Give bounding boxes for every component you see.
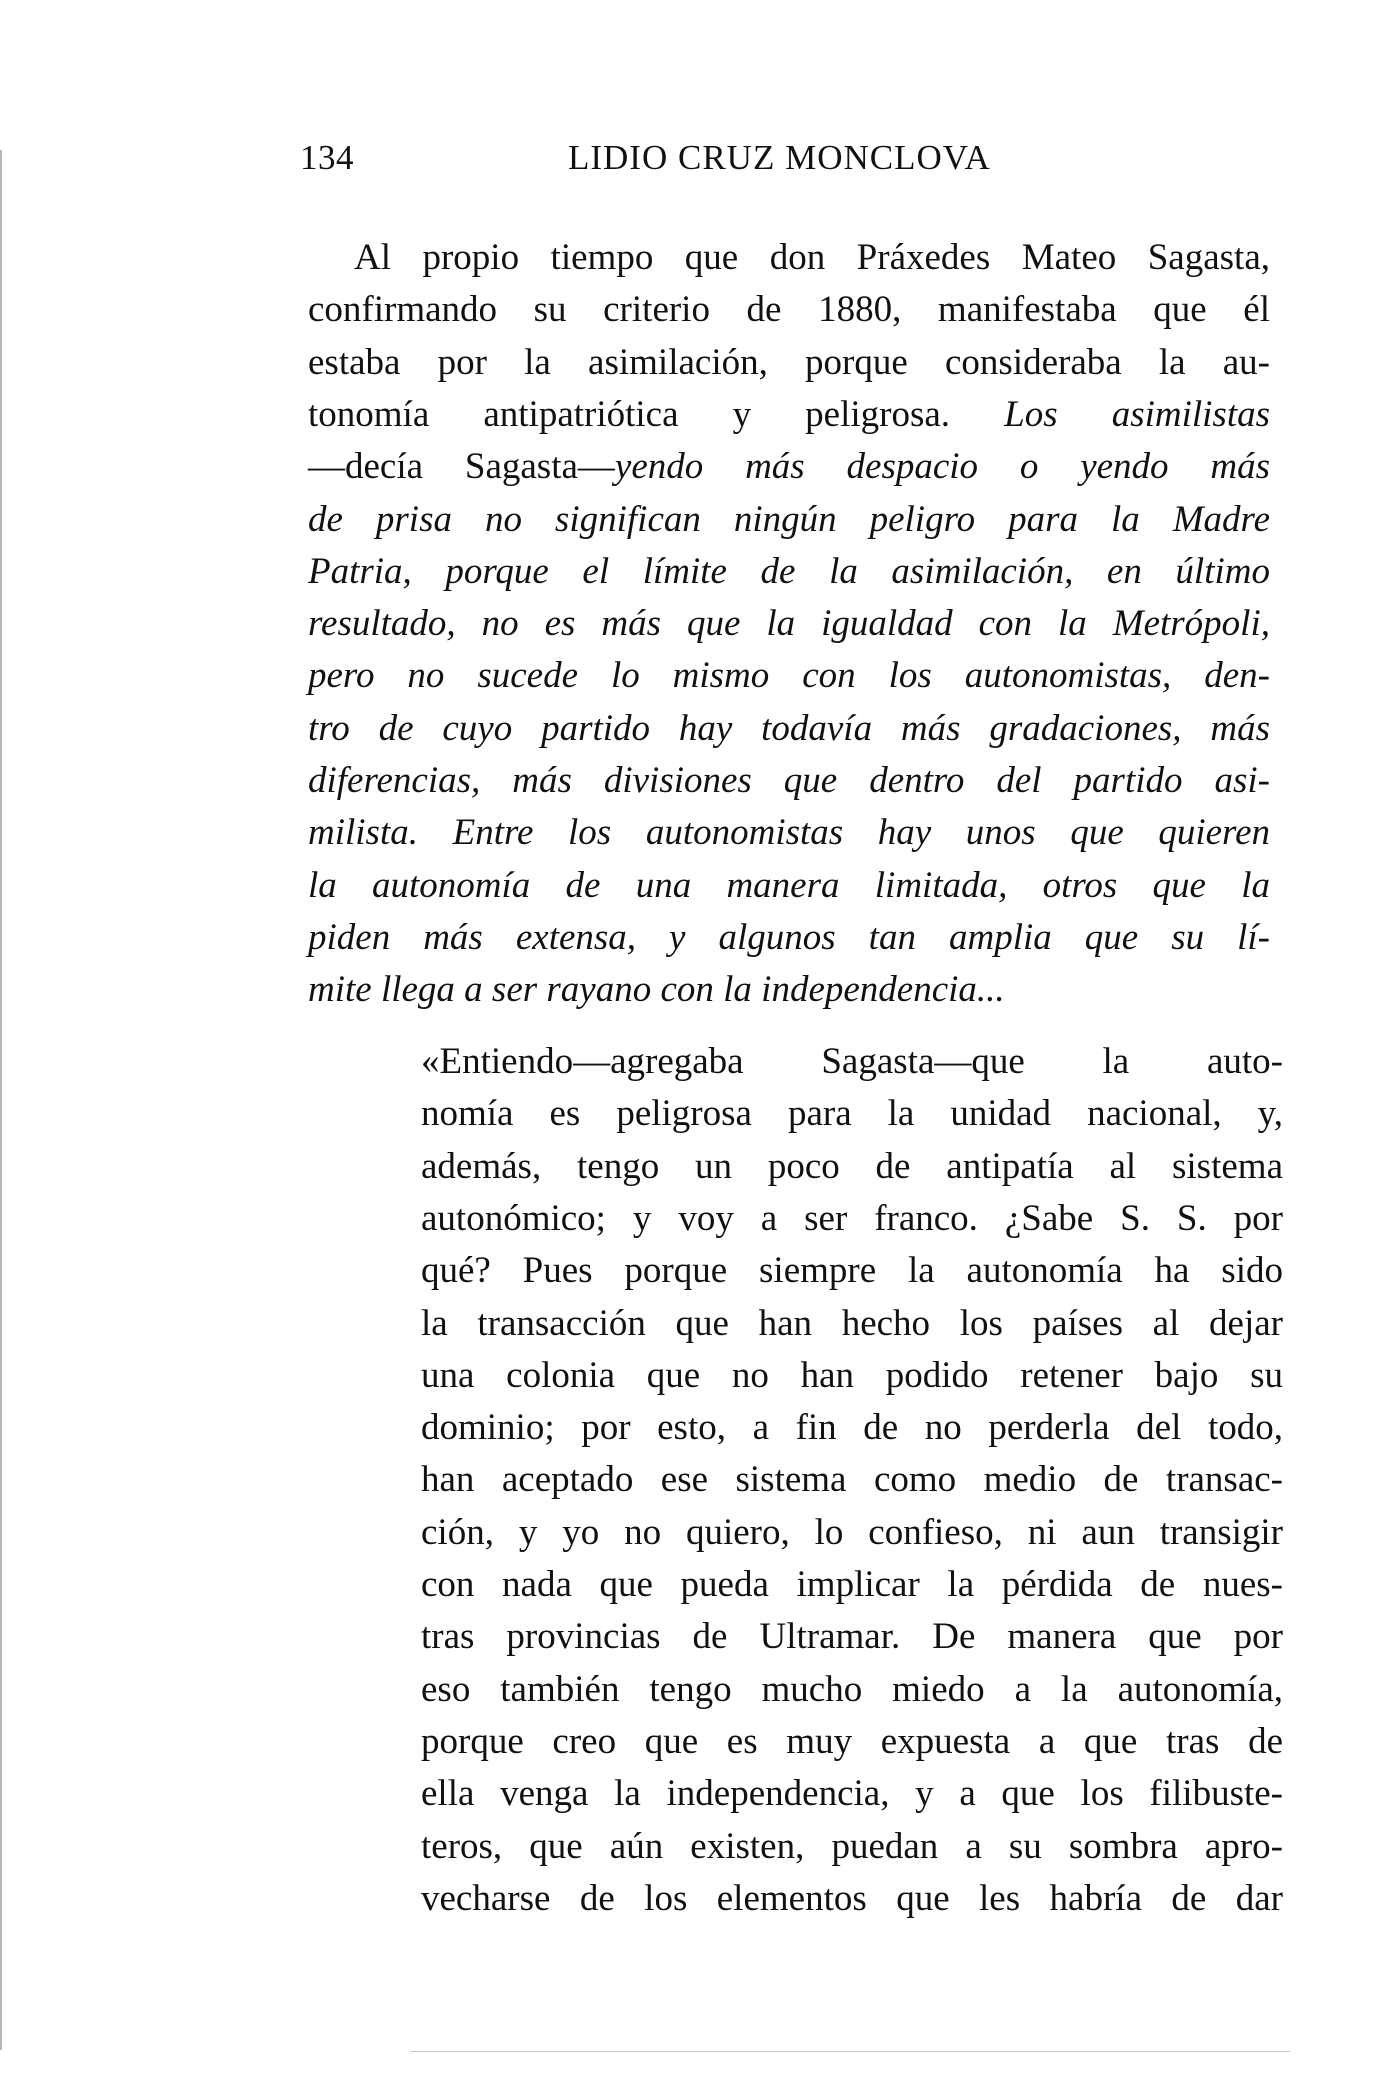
text-line: [308, 285, 1270, 335]
italic-text: de prisa no significan ningún peligro para la Madre: [308, 498, 1270, 540]
quote-line: con nada que pueda implicar la pérdida de nues-: [421, 1564, 1283, 1605]
italic-text: Patria, porque el límite de la asimilación, en último: [308, 550, 1270, 592]
italic-text: la autonomía de una manera limitada, otros que la: [308, 864, 1270, 906]
text-line: [308, 861, 1270, 911]
bottom-rule: [410, 2051, 1290, 2052]
text-line: [308, 913, 1270, 963]
quote-line: la transacción que han hecho los países al dejar: [421, 1302, 1283, 1344]
text-line: [308, 808, 1270, 858]
page-edge: [0, 150, 2, 2050]
page-header: [300, 133, 1300, 183]
italic-text: milista. Entre los autonomistas hay unos que quieren: [308, 812, 1270, 854]
quote-line: vecharse de los elementos que les habría de dar: [421, 1877, 1283, 1919]
quote-line: han aceptado ese sistema como medio de transac-: [421, 1459, 1283, 1501]
text-line: [308, 233, 1270, 283]
quote-line: autonómico; y voy a ser franco. ¿Sabe S. S. por: [421, 1197, 1283, 1239]
text-line: [308, 965, 1270, 1015]
roman-text: tonomía antipatriótica y peligrosa.: [308, 393, 1005, 435]
quote-line: eso también tengo mucho miedo a la autonomía,: [421, 1668, 1283, 1710]
quote-line: nomía es peligrosa para la unidad nacional, y,: [421, 1093, 1283, 1135]
italic-text: pero no sucede lo mismo con los autonomistas, den-: [308, 655, 1270, 697]
roman-text: estaba por la asimilación, porque consideraba la au-: [308, 341, 1270, 383]
quote-line: además, tengo un poco de antipatía al sistema: [421, 1145, 1283, 1187]
text-line: [308, 756, 1270, 806]
quote-line: teros, que aún existen, puedan a su sombra apro-: [421, 1825, 1283, 1867]
text-line: [308, 651, 1270, 701]
quote-line: una colonia que no han podido retener bajo su: [421, 1354, 1283, 1396]
italic-text: diferencias, más divisiones que dentro del partido asi-: [308, 760, 1270, 801]
quote-line: ella venga la independencia, y a que los filibuste-: [421, 1773, 1283, 1815]
italic-text: piden más extensa, y algunos tan amplia que su lí-: [308, 916, 1270, 958]
quote-line: «Entiendo—agregaba Sagasta—que la auto-: [421, 1041, 1283, 1082]
italic-text: yendo más despacio o yendo más: [614, 446, 1270, 488]
italic-text: mite llega a ser rayano con la independencia...: [308, 969, 1005, 1011]
roman-text: confirmando su criterio de 1880, manifestaba que él: [308, 289, 1270, 331]
italic-text: resultado, no es más que la igualdad con la Metrópoli,: [308, 603, 1270, 645]
quote-line: dominio; por esto, a fin de no perderla del todo,: [421, 1407, 1283, 1449]
text-line: [308, 495, 1270, 545]
quote-line: tras provincias de Ultramar. De manera que por: [421, 1616, 1283, 1658]
roman-text: Al propio tiempo que don Práxedes Mateo Sagasta,: [354, 237, 1270, 278]
italic-text: Los asimilistas: [1004, 393, 1271, 435]
quote-line: ción, y yo no quiero, lo confieso, ni aun transigir: [421, 1511, 1283, 1553]
text-line: [308, 704, 1270, 754]
text-line: [308, 547, 1270, 597]
quote-line: qué? Pues porque siempre la autonomía ha sido: [421, 1250, 1283, 1292]
page-number: 134: [300, 138, 354, 177]
running-head: LIDIO CRUZ MONCLOVA: [568, 138, 991, 177]
quote-line: porque creo que es muy expuesta a que tras de: [421, 1720, 1283, 1762]
text-line: [308, 599, 1270, 649]
text-line: [308, 442, 1270, 492]
text-line: [308, 338, 1270, 388]
roman-text: —decía Sagasta—: [308, 446, 615, 488]
italic-text: tro de cuyo partido hay todavía más gradaciones, más: [308, 707, 1270, 749]
text-line: [308, 390, 1270, 440]
